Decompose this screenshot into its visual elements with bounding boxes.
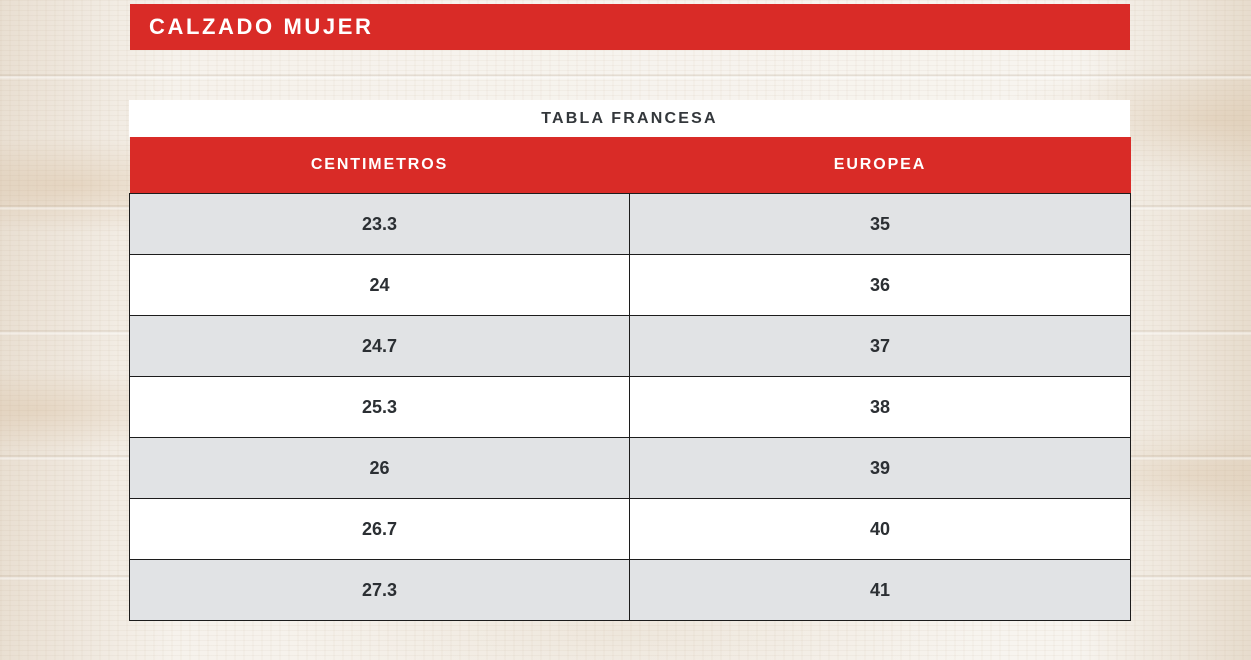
size-table-container: [129, 100, 1130, 621]
cell-centimetros: 23.3: [130, 194, 630, 255]
cell-centimetros: 26.7: [130, 499, 630, 560]
table-body: [130, 194, 1131, 621]
cell-europea: 37: [630, 316, 1131, 377]
table-row: [130, 255, 1131, 316]
table-row: [130, 499, 1131, 560]
cell-centimetros: 25.3: [130, 377, 630, 438]
column-header-centimetros: CENTIMETROS: [130, 137, 630, 194]
cell-europea: 41: [630, 560, 1131, 621]
cell-centimetros: 24.7: [130, 316, 630, 377]
cell-centimetros: 24: [130, 255, 630, 316]
cell-europea: 36: [630, 255, 1131, 316]
title-bar: [130, 4, 1130, 50]
table-header: [130, 137, 1131, 194]
table-row: [130, 377, 1131, 438]
page-title: CALZADO MUJER: [149, 14, 374, 39]
column-header-europea: EUROPEA: [630, 137, 1131, 194]
table-row: [130, 194, 1131, 255]
cell-centimetros: 27.3: [130, 560, 630, 621]
table-header-row: [130, 137, 1131, 194]
table-row: [130, 316, 1131, 377]
cell-europea: 35: [630, 194, 1131, 255]
cell-europea: 39: [630, 438, 1131, 499]
table-subtitle: TABLA FRANCESA: [541, 109, 718, 127]
table-row: [130, 438, 1131, 499]
cell-europea: 40: [630, 499, 1131, 560]
table-subtitle-row: [129, 100, 1130, 137]
cell-europea: 38: [630, 377, 1131, 438]
table-row: [130, 560, 1131, 621]
size-table: [129, 137, 1131, 621]
cell-centimetros: 26: [130, 438, 630, 499]
